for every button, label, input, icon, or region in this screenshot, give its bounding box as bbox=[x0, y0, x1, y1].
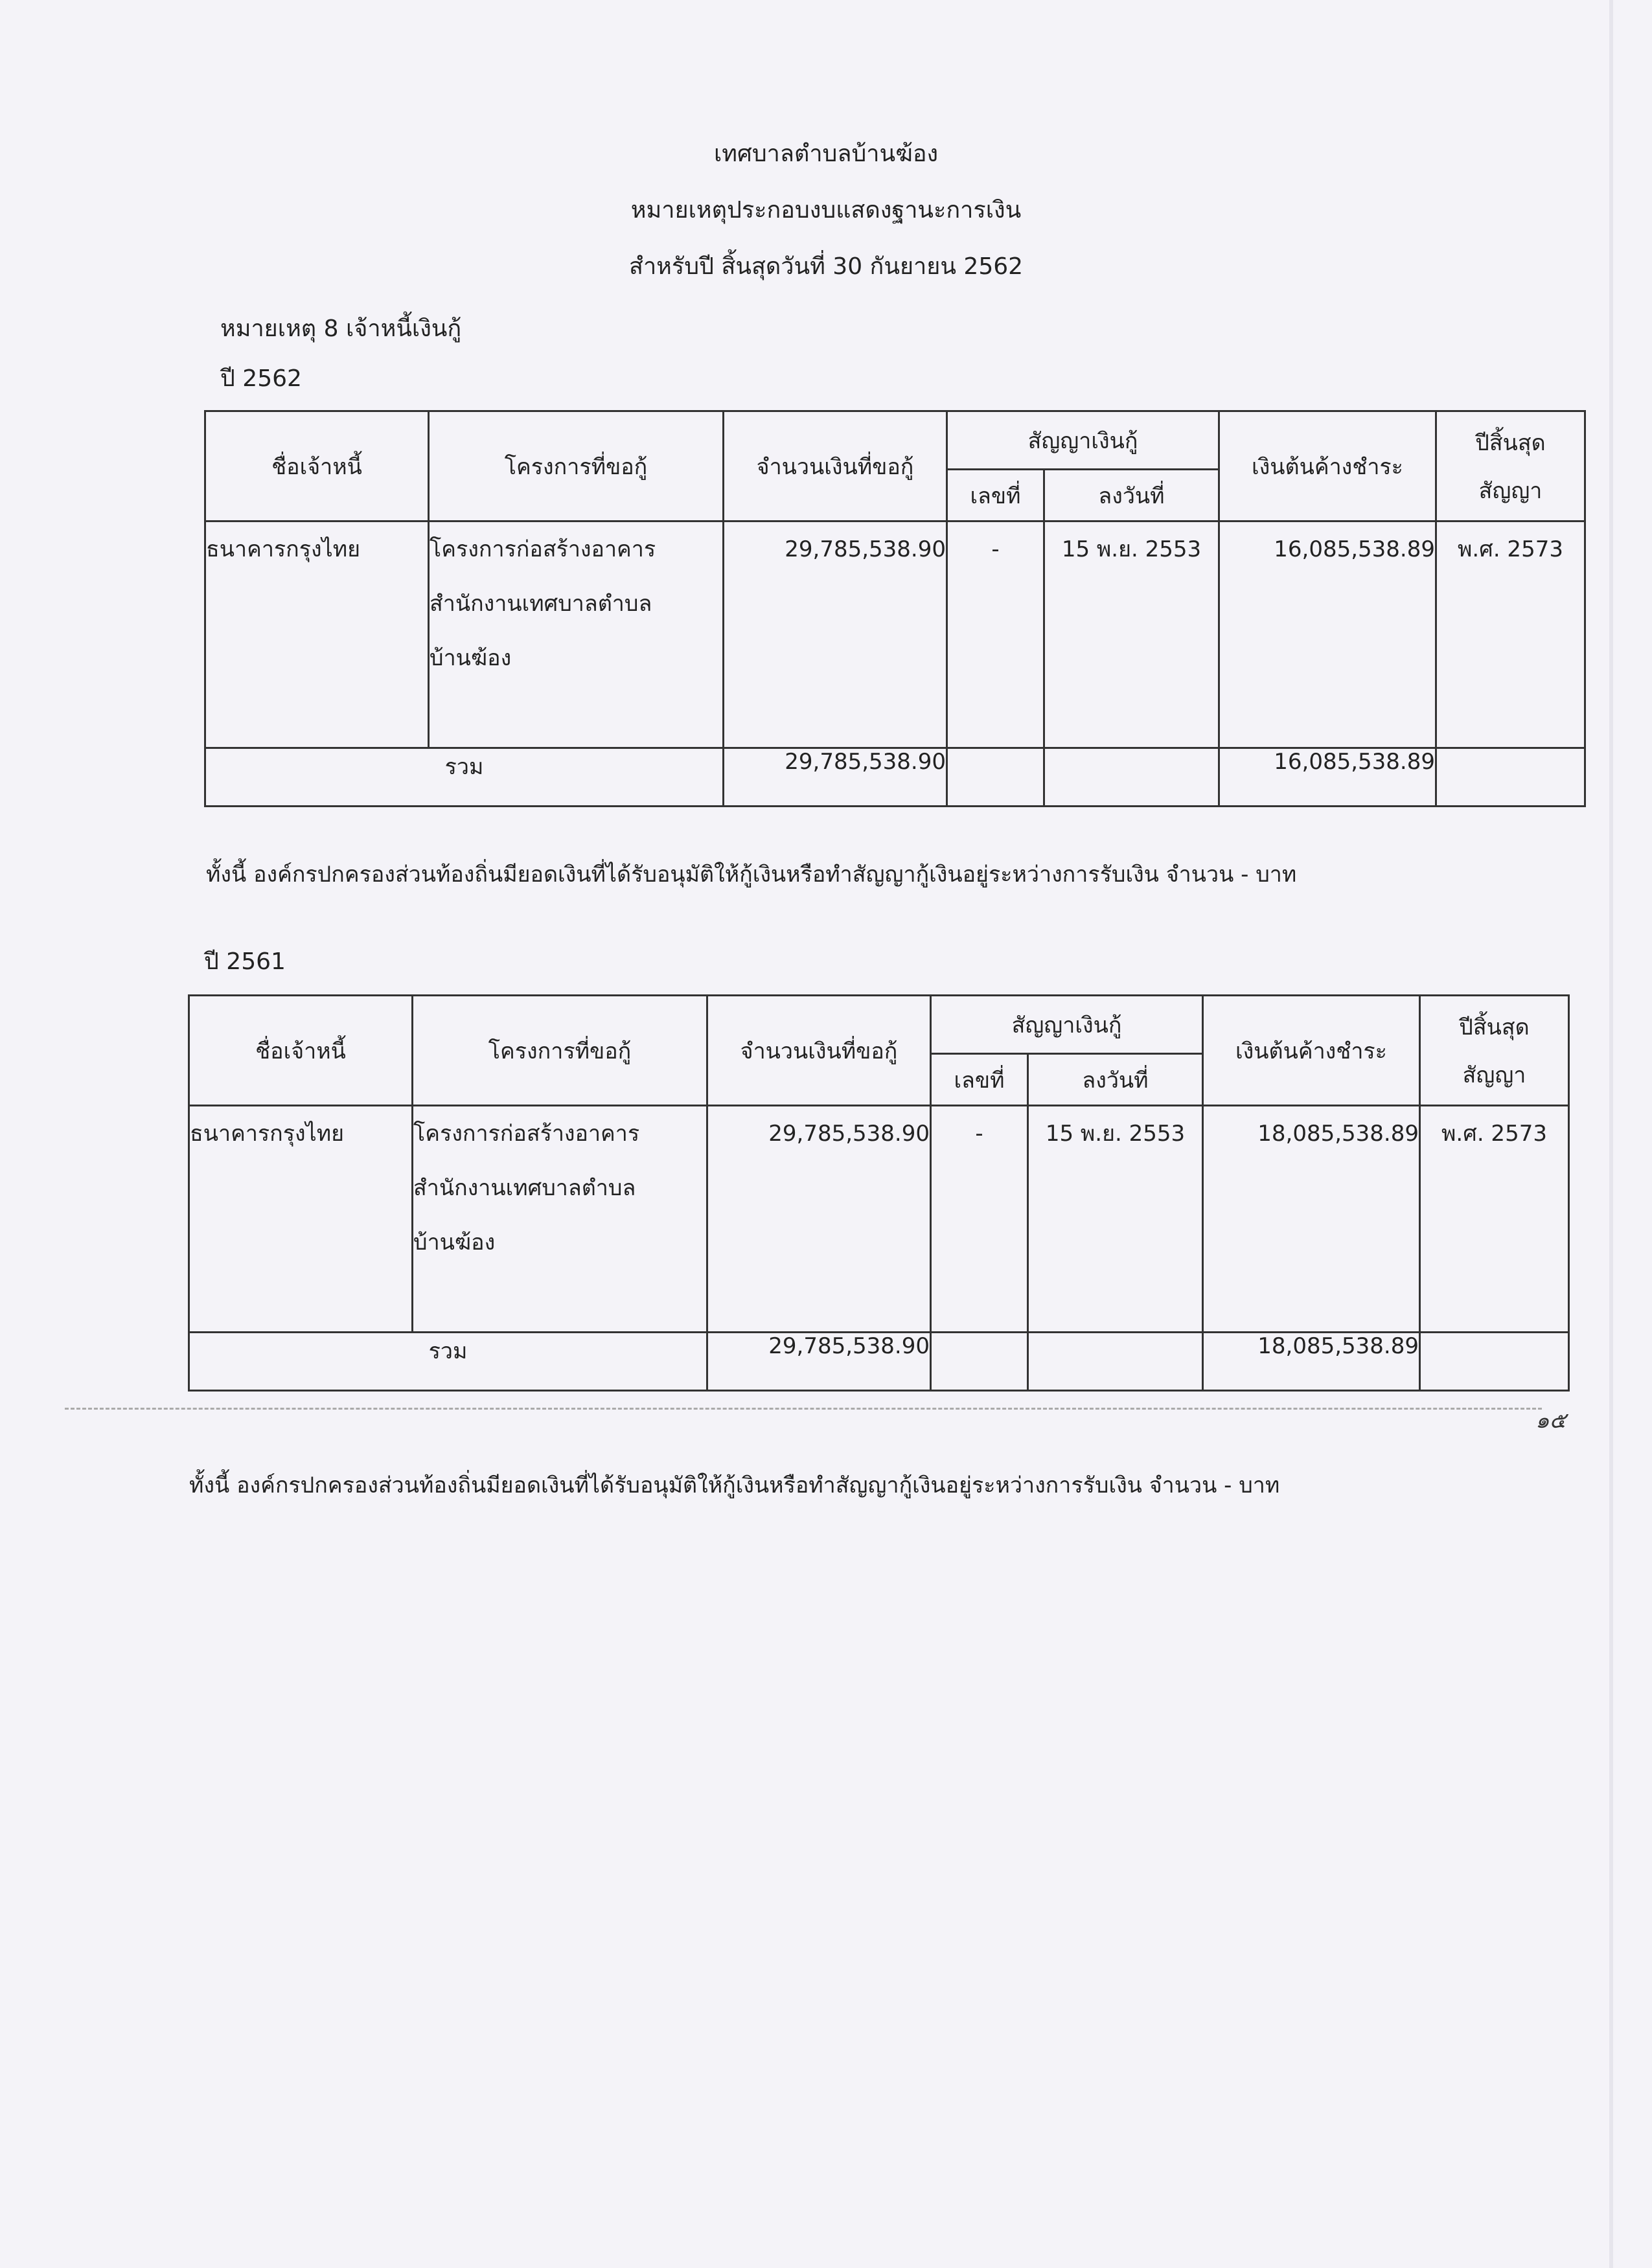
total-amount: 29,785,538.90 bbox=[724, 748, 947, 807]
col-creditor-header: ชื่อเจ้าหนี้ bbox=[189, 996, 413, 1106]
empty-cell bbox=[931, 1333, 1028, 1391]
loan-table-2561 bbox=[188, 994, 1570, 1392]
end-year-header-line1: ปีสิ้นสุด bbox=[1459, 1014, 1530, 1040]
col-principal-header: เงินต้นค้างชำระ bbox=[1219, 411, 1436, 521]
contract-date-cell: 15 พ.ย. 2553 bbox=[1028, 1106, 1203, 1333]
col-end-year-header bbox=[1420, 996, 1569, 1106]
total-label: รวม bbox=[205, 748, 724, 807]
col-amount-header: จำนวนเงินที่ขอกู้ bbox=[707, 996, 931, 1106]
pending-loan-note-2561: ทั้งนี้ องค์กรปกครองส่วนท้องถิ่นมียอดเงินที่ได้รับอนุมัติให้กู้เงินหรือทำสัญญากู้เงินอยู่ระหว่างการรับเงิน จำนวน - บาท bbox=[189, 1472, 1280, 1498]
contract-number-cell: - bbox=[931, 1106, 1028, 1333]
col-number-header: เลขที่ bbox=[931, 1054, 1028, 1106]
project-line: โครงการก่อสร้างอาคาร bbox=[430, 536, 656, 562]
amount-cell: 29,785,538.90 bbox=[707, 1106, 931, 1333]
note-title: หมายเหตุ 8 เจ้าหนี้เงินกู้ bbox=[220, 315, 462, 342]
table-header-row bbox=[189, 996, 1569, 1054]
document-title: หมายเหตุประกอบงบแสดงฐานะการเงิน bbox=[630, 197, 1022, 223]
col-project-header: โครงการที่ขอกู้ bbox=[429, 411, 724, 521]
total-principal: 16,085,538.89 bbox=[1219, 748, 1436, 807]
scan-dashed-line bbox=[65, 1408, 1542, 1410]
page-edge bbox=[1609, 0, 1613, 2268]
col-contract-header: สัญญาเงินกู้ bbox=[947, 411, 1219, 470]
principal-cell: 16,085,538.89 bbox=[1219, 521, 1436, 748]
col-contract-header: สัญญาเงินกู้ bbox=[931, 996, 1203, 1054]
col-number-header: เลขที่ bbox=[947, 470, 1044, 521]
end-year-header-line2: สัญญา bbox=[1462, 1062, 1526, 1088]
empty-cell bbox=[1420, 1333, 1569, 1391]
total-row bbox=[189, 1333, 1569, 1391]
principal-cell: 18,085,538.89 bbox=[1203, 1106, 1420, 1333]
year-label-2561: ปี 2561 bbox=[204, 948, 286, 975]
empty-cell bbox=[1044, 748, 1219, 807]
total-label: รวม bbox=[189, 1333, 707, 1391]
project-line: สำนักงานเทศบาลตำบล bbox=[413, 1175, 636, 1201]
pending-loan-note-2562: ทั้งนี้ องค์กรปกครองส่วนท้องถิ่นมียอดเงินที่ได้รับอนุมัติให้กู้เงินหรือทำสัญญากู้เงินอยู่ระหว่างการรับเงิน จำนวน - บาท bbox=[206, 862, 1297, 888]
project-line: โครงการก่อสร้างอาคาร bbox=[413, 1121, 640, 1147]
table-row bbox=[189, 1106, 1569, 1333]
col-principal-header: เงินต้นค้างชำระ bbox=[1203, 996, 1420, 1106]
contract-date-cell: 15 พ.ย. 2553 bbox=[1044, 521, 1219, 748]
col-end-year-header bbox=[1436, 411, 1585, 521]
creditor-cell: ธนาคารกรุงไทย bbox=[205, 521, 429, 748]
col-date-header: ลงวันที่ bbox=[1028, 1054, 1203, 1106]
end-year-cell: พ.ศ. 2573 bbox=[1420, 1106, 1569, 1333]
end-year-header-line1: ปีสิ้นสุด bbox=[1475, 430, 1546, 456]
total-row bbox=[205, 748, 1585, 807]
end-year-header-line2: สัญญา bbox=[1478, 477, 1543, 504]
creditor-cell: ธนาคารกรุงไทย bbox=[189, 1106, 413, 1333]
page-number-mark: ๑๕ bbox=[1535, 1408, 1566, 1434]
empty-cell bbox=[1436, 748, 1585, 807]
col-amount-header: จำนวนเงินที่ขอกู้ bbox=[724, 411, 947, 521]
project-cell bbox=[413, 1106, 707, 1333]
empty-cell bbox=[947, 748, 1044, 807]
project-line: บ้านฆ้อง bbox=[413, 1230, 496, 1255]
amount-cell: 29,785,538.90 bbox=[724, 521, 947, 748]
table-header-row bbox=[205, 411, 1585, 470]
year-label-2562: ปี 2562 bbox=[220, 365, 302, 392]
table-row bbox=[205, 521, 1585, 748]
project-line: สำนักงานเทศบาลตำบล bbox=[430, 591, 652, 617]
project-cell bbox=[429, 521, 724, 748]
col-project-header: โครงการที่ขอกู้ bbox=[413, 996, 707, 1106]
empty-cell bbox=[1028, 1333, 1203, 1391]
contract-number-cell: - bbox=[947, 521, 1044, 748]
col-creditor-header: ชื่อเจ้าหนี้ bbox=[205, 411, 429, 521]
org-name: เทศบาลตำบลบ้านฆ้อง bbox=[713, 141, 939, 167]
end-year-cell: พ.ศ. 2573 bbox=[1436, 521, 1585, 748]
period-line: สำหรับปี สิ้นสุดวันที่ 30 กันยายน 2562 bbox=[628, 253, 1024, 280]
total-amount: 29,785,538.90 bbox=[707, 1333, 931, 1391]
total-principal: 18,085,538.89 bbox=[1203, 1333, 1420, 1391]
project-line: บ้านฆ้อง bbox=[430, 645, 512, 671]
col-date-header: ลงวันที่ bbox=[1044, 470, 1219, 521]
loan-table-2562 bbox=[204, 410, 1586, 807]
